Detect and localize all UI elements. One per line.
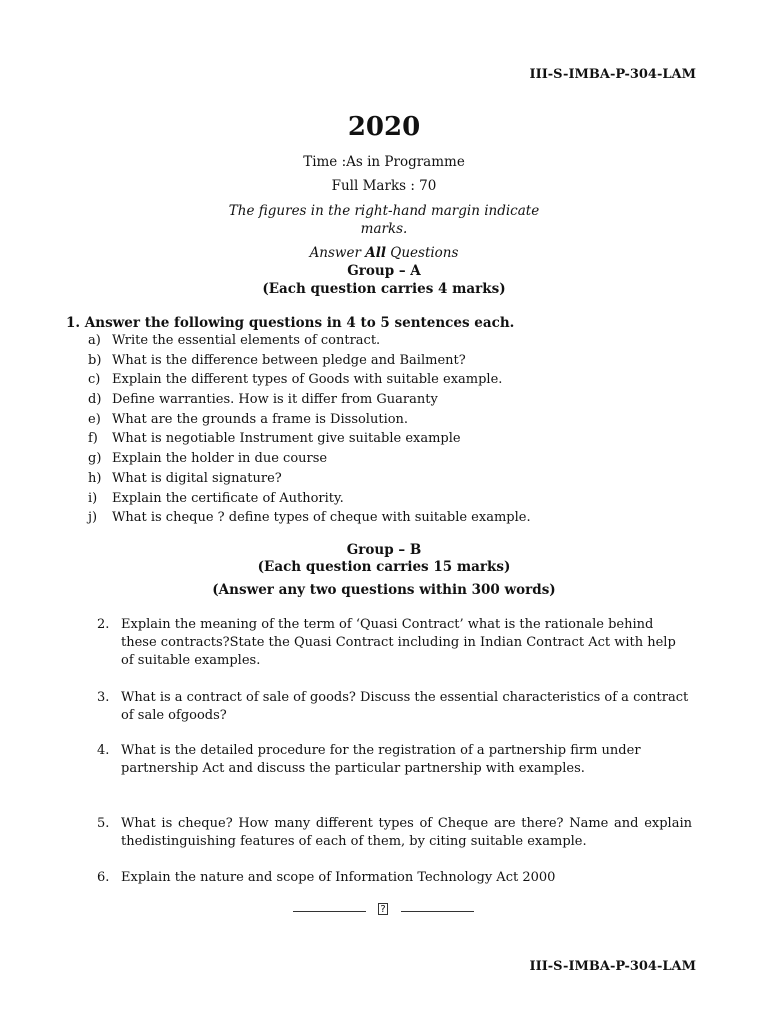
list-item xyxy=(88,449,531,469)
question-text: Explain the nature and scope of Information Technology Act 2000 xyxy=(121,870,556,885)
item-label: a) xyxy=(88,333,101,348)
time-info: Time :As in Programme xyxy=(303,154,465,170)
question-text: What is cheque? How many different types of Cheque are there? Name and explain thedistinguishing features of each of them, by citing suitable example. xyxy=(121,816,692,849)
divider-symbol-icon: ? xyxy=(378,903,388,915)
item-text: Explain the different types of Goods with suitable example. xyxy=(112,372,503,388)
exam-year: 2020 xyxy=(347,112,421,142)
item-text: What is digital signature? xyxy=(112,470,282,486)
list-item xyxy=(88,351,531,371)
item-text: What are the grounds a frame is Dissolution. xyxy=(112,411,409,427)
group-b-subtitle: (Each question carries 15 marks) xyxy=(257,559,511,575)
margin-note-line2: marks. xyxy=(360,221,408,237)
item-label: f) xyxy=(88,431,98,447)
group-a-title: Group – A xyxy=(347,263,421,279)
question-5 xyxy=(97,815,692,851)
question-4 xyxy=(97,742,692,778)
item-text: What is the difference between pledge and Bailment? xyxy=(112,352,466,368)
list-item xyxy=(88,331,531,351)
question-text: What is a contract of sale of goods? Discuss the essential characteristics of a contract of sale ofgoods? xyxy=(121,690,689,723)
item-text: Explain the certificate of Authority. xyxy=(112,490,344,506)
divider-line-right xyxy=(401,911,474,912)
item-label: g) xyxy=(88,451,102,467)
margin-note-line1: The figures in the right-hand margin indicate xyxy=(228,203,540,219)
question-text: Explain the meaning of the term of ‘Quasi Contract’ what is the rationale behind these contracts?State the Quasi Contract including in Indian Contract Act with help of suitable examples. xyxy=(121,617,676,668)
item-text: What is cheque ? define types of cheque with suitable example. xyxy=(112,510,531,526)
question-text: What is the detailed procedure for the registration of a partnership firm under partnership Act and discuss the particular partnership with examples. xyxy=(121,743,641,776)
list-item xyxy=(88,410,531,430)
question-number: 2. xyxy=(97,617,110,632)
list-item xyxy=(88,429,531,449)
group-b-title: Group – B xyxy=(346,542,422,558)
answer-prefix: Answer xyxy=(309,245,366,261)
paper-code-header: III-S-IMBA-P-304-LAM xyxy=(529,67,696,82)
list-item xyxy=(88,489,531,509)
question-6 xyxy=(97,869,692,887)
item-label: h) xyxy=(88,470,102,486)
item-text: Write the essential elements of contract. xyxy=(112,333,381,348)
list-item xyxy=(88,370,531,390)
list-item xyxy=(88,390,531,410)
item-label: e) xyxy=(88,411,101,427)
question-2 xyxy=(97,616,692,670)
item-text: Define warranties. How is it differ from Guaranty xyxy=(112,392,438,408)
full-marks: Full Marks : 70 xyxy=(331,178,437,194)
group-b-instruction: (Answer any two questions within 300 words) xyxy=(212,582,556,598)
question-3 xyxy=(97,689,692,725)
question-1-list xyxy=(88,331,531,528)
question-number: 6. xyxy=(97,870,110,885)
list-item xyxy=(88,508,531,528)
answer-all: All xyxy=(365,245,386,261)
paper-code-footer: III-S-IMBA-P-304-LAM xyxy=(529,959,696,974)
item-text: What is negotiable Instrument give suitable example xyxy=(112,431,461,447)
item-label: i) xyxy=(88,490,98,506)
item-label: c) xyxy=(88,372,101,388)
item-label: b) xyxy=(88,352,102,368)
item-label: j) xyxy=(88,510,98,526)
question-number: 4. xyxy=(97,743,110,758)
list-item xyxy=(88,469,531,489)
group-a-subtitle: (Each question carries 4 marks) xyxy=(262,281,506,297)
item-text: Explain the holder in due course xyxy=(112,451,328,467)
question-1-title: 1. Answer the following questions in 4 to 5 sentences each. xyxy=(66,315,515,331)
divider-line-left xyxy=(293,911,366,912)
question-number: 3. xyxy=(97,690,110,705)
answer-suffix: Questions xyxy=(385,245,459,261)
answer-instruction xyxy=(0,245,768,261)
question-number: 5. xyxy=(97,816,110,831)
item-label: d) xyxy=(88,392,102,408)
